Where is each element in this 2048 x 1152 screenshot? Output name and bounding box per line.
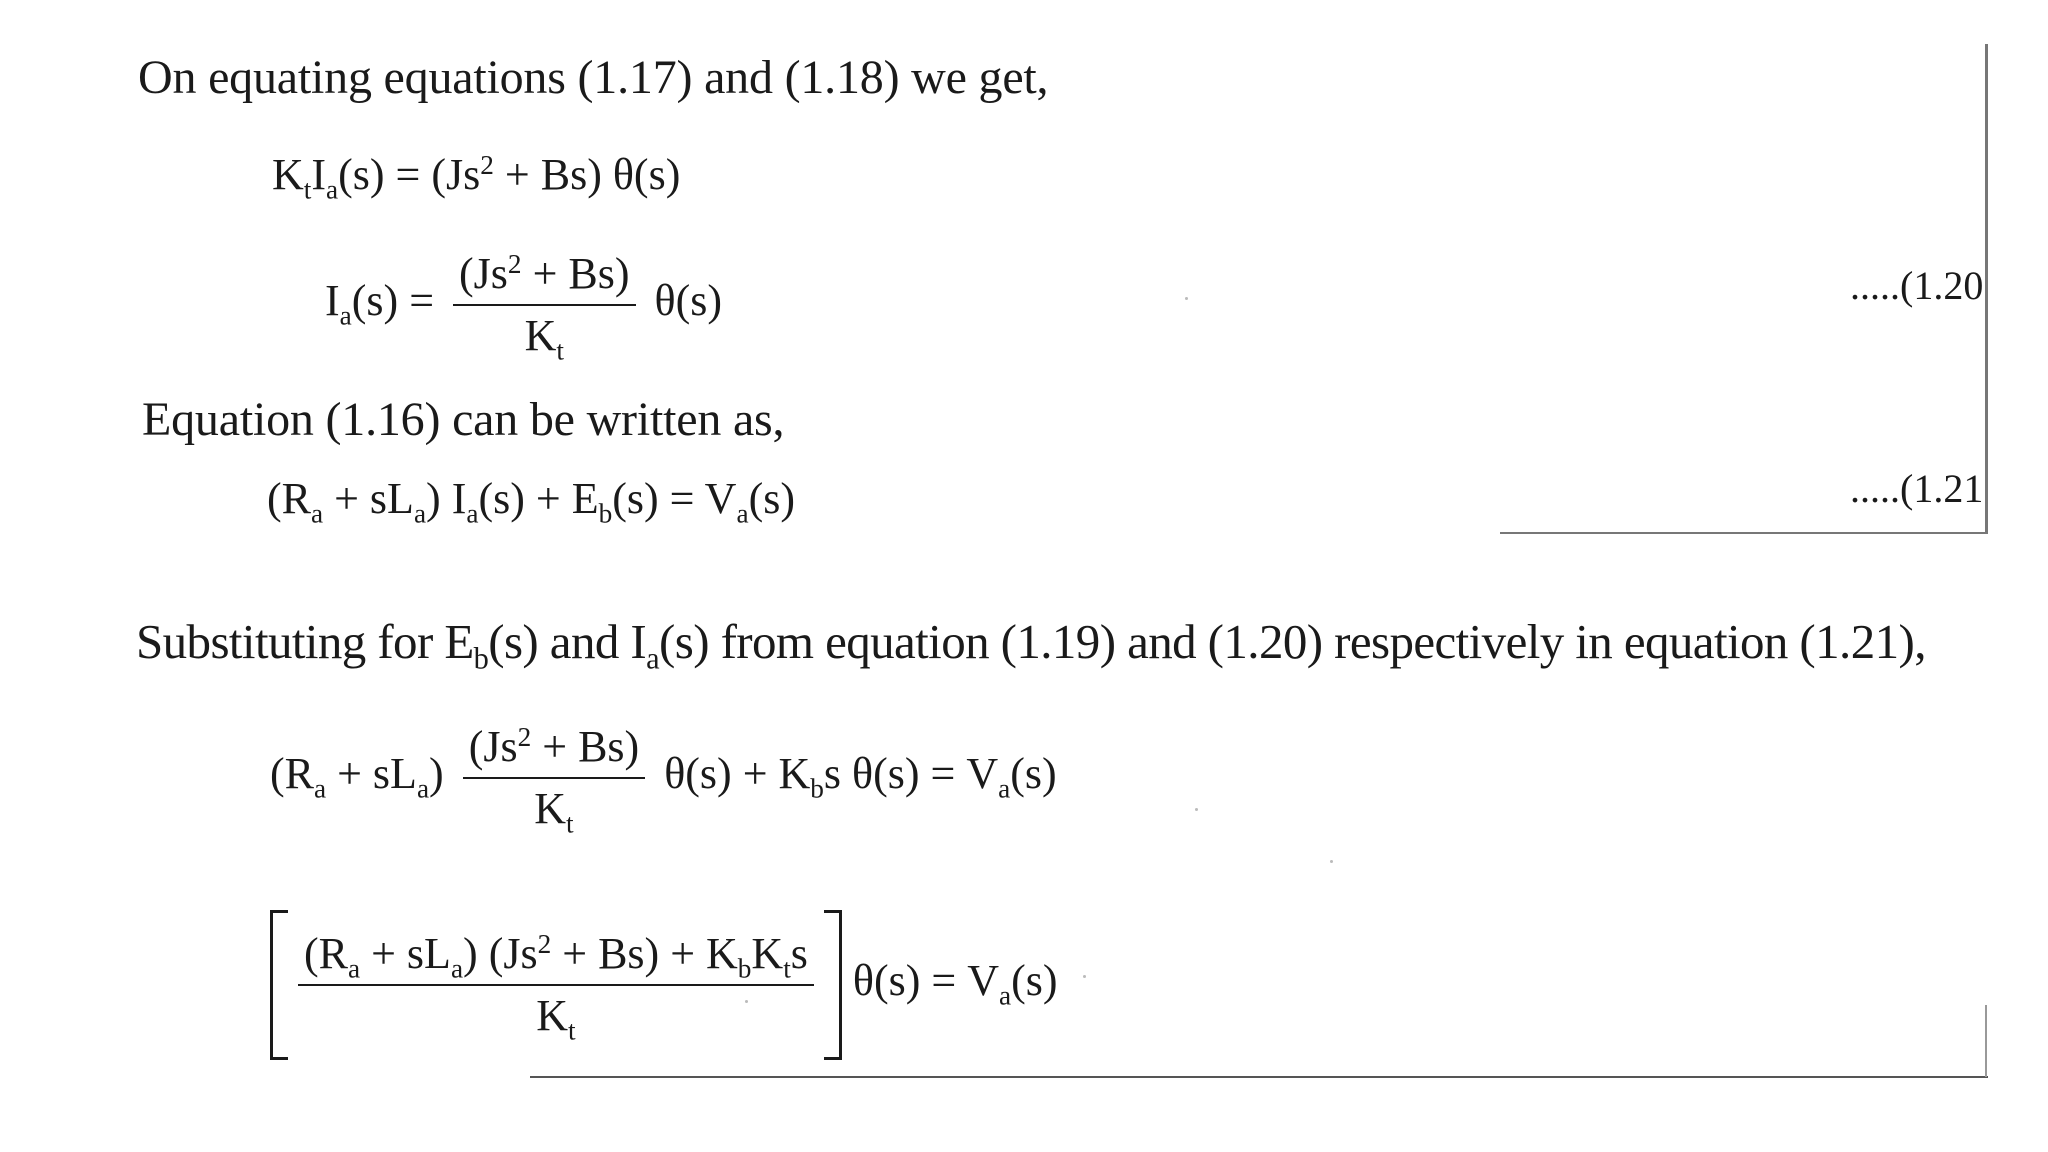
- equation-number-1-20: .....(1.20: [1850, 263, 1984, 308]
- equation-substituted: $(R_a + sL_a)$ $\frac{(Js^2 + Bs)}{K_t}$ $\theta(s) + K_bs$ $\theta(s) = V_a(s)$: [270, 722, 1057, 839]
- scan-speck: [1195, 808, 1198, 811]
- equation-torque-current: $K_tI_a(s) = (Js^2 + Bs)$ θ(s): [272, 150, 681, 205]
- intro-text: On equating equations (1.17) and (1.18) we get,: [138, 51, 1049, 104]
- equation-final: $\frac{(R_a + sL_a) (Js^2 + Bs) + K_bK_ts}{K_t}$ $\theta(s) = V_a(s)$: [270, 910, 1058, 1060]
- scan-border-right: [1985, 44, 1988, 534]
- scan-border-right-lower: [1985, 1005, 1987, 1077]
- scan-border-bottom-lower: [530, 1076, 1988, 1078]
- fraction: $\frac{(R_a + sL_a) (Js^2 + Bs) + K_bK_ts}{K_t}$: [298, 932, 814, 1038]
- equation-1-16-text: Equation (1.16) can be written as,: [142, 393, 785, 446]
- scan-speck: [1185, 297, 1188, 300]
- equation-1-21: $(R_a + sL_a) I_a(s) + E_b(s) = V_a(s)$: [267, 474, 796, 529]
- scan-speck: [745, 1000, 748, 1003]
- fraction: $\frac{(Js^2 + Bs)}{K_t}$: [453, 252, 635, 358]
- right-bracket: [824, 910, 842, 1060]
- substituting-text: Substituting for $E_b(s)$ and $I_a(s)$ from equation (1.19) and (1.20) respectively in equation (1.21),: [136, 614, 1926, 676]
- equation-number-1-21: .....(1.21: [1850, 466, 1984, 511]
- scan-speck: [1330, 860, 1333, 863]
- left-bracket: [270, 910, 288, 1060]
- equation-1-20: $I_a(s)$ = $\frac{(Js^2 + Bs)}{K_t}$ θ(s): [325, 249, 723, 366]
- scan-speck: [1083, 975, 1086, 978]
- fraction: $\frac{(Js^2 + Bs)}{K_t}$: [463, 725, 645, 831]
- scan-border-bottom: [1500, 532, 1988, 534]
